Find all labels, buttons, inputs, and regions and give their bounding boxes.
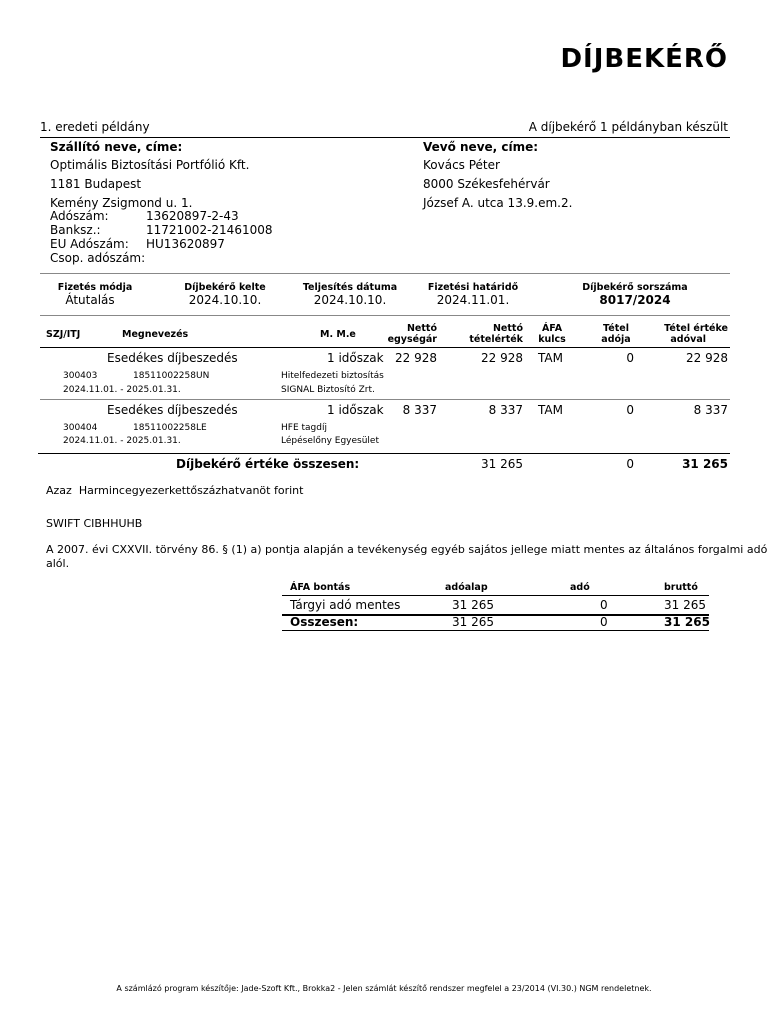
supplier-group-row — [50, 251, 146, 265]
supplier-group-label: Csop. adószám: — [50, 251, 146, 265]
col-vat-2: kulcs — [538, 334, 566, 345]
vat-total-base: 31 265 — [452, 615, 494, 629]
buyer-heading: Vevő neve, címe: — [423, 140, 539, 154]
vat-row-tax: 0 — [600, 598, 608, 612]
item-tax: 0 — [626, 351, 634, 365]
col-gross-2: adóval — [670, 334, 706, 345]
item-qty: 1 időszak — [327, 351, 384, 365]
item-policy: 18511002258LE — [133, 423, 207, 433]
divider — [282, 595, 709, 596]
item-gross: 8 337 — [693, 403, 728, 417]
vat-row-base: 31 265 — [452, 598, 494, 612]
divider — [282, 630, 709, 631]
divider — [40, 347, 730, 348]
divider — [40, 137, 730, 138]
total-tax: 0 — [626, 457, 634, 471]
fulfillment-label: Teljesítés dátuma — [302, 282, 398, 293]
item-net: 8 337 — [488, 403, 523, 417]
item-name: Esedékes díjbeszedés — [107, 351, 238, 365]
supplier-eu: HU13620897 — [146, 237, 225, 251]
supplier-eu-label: EU Adószám: — [50, 237, 129, 251]
copies-note: A díjbekérő 1 példányban készült — [528, 120, 728, 134]
swift-code: SWIFT CIBHHUHB — [46, 517, 143, 530]
item-tax: 0 — [626, 403, 634, 417]
vat-col-base: adóalap — [445, 582, 488, 593]
due-date-label: Fizetési határidő — [427, 282, 519, 293]
item-unit-price: 22 928 — [395, 351, 437, 365]
item-desc-1: HFE tagdíj — [281, 423, 327, 433]
col-net-1: Nettó — [492, 323, 523, 334]
legal-note-line-1: A 2007. évi CXXVII. törvény 86. § (1) a) pontja alapján a tevékenység egyéb sajátos jellege miatt mentes az általános forgalmi adó — [46, 543, 768, 556]
col-tax-1: Tétel — [603, 323, 629, 334]
buyer-name: Kovács Péter — [423, 158, 500, 172]
supplier-tax-label: Adószám: — [50, 209, 109, 223]
item-desc-1: Hitelfedezeti biztosítás — [281, 371, 384, 381]
divider — [40, 273, 730, 274]
col-tax-2: adója — [601, 334, 631, 345]
payment-method-label: Fizetés módja — [57, 282, 133, 293]
invoice-number: 8017/2024 — [599, 293, 671, 307]
total-net: 31 265 — [481, 457, 523, 471]
item-qty: 1 időszak — [327, 403, 384, 417]
vat-row-gross: 31 265 — [664, 598, 706, 612]
divider — [38, 453, 730, 454]
divider — [40, 315, 730, 316]
item-gross: 22 928 — [686, 351, 728, 365]
vat-col-label: ÁFA bontás — [290, 582, 351, 593]
supplier-heading: Szállító neve, címe: — [50, 140, 183, 154]
supplier-bank: 11721002-21461008 — [146, 223, 273, 237]
supplier-tax: 13620897-2-43 — [146, 209, 239, 223]
item-desc-2: SIGNAL Biztosító Zrt. — [281, 385, 375, 395]
fulfillment-date: 2024.10.10. — [313, 293, 387, 307]
supplier-tax-row — [50, 209, 239, 223]
item-name: Esedékes díjbeszedés — [107, 403, 238, 417]
issue-date: 2024.10.10. — [188, 293, 262, 307]
vat-total-label: Összesen: — [290, 615, 359, 629]
vat-total-gross: 31 265 — [664, 615, 710, 629]
copy-label: 1. eredeti példány — [40, 120, 150, 134]
item-vat: TAM — [538, 403, 563, 417]
item-unit-price: 8 337 — [402, 403, 437, 417]
supplier-street: Kemény Zsigmond u. 1. — [50, 196, 193, 210]
in-words-label: Azaz — [46, 484, 72, 497]
col-unit-2: egységár — [387, 334, 437, 345]
buyer-street: József A. utca 13.9.em.2. — [423, 196, 573, 210]
col-szj: SZJ/ITJ — [46, 329, 81, 340]
col-unit-1: Nettó — [406, 323, 437, 334]
col-name: Megnevezés — [122, 329, 189, 340]
total-label: Díjbekérő értéke összesen: — [176, 457, 360, 471]
item-net: 22 928 — [481, 351, 523, 365]
supplier-eu-row — [50, 237, 225, 251]
vat-total-tax: 0 — [600, 615, 608, 629]
vat-col-gross: bruttó — [664, 582, 698, 593]
due-date: 2024.11.01. — [436, 293, 510, 307]
col-net-2: tételérték — [469, 334, 523, 345]
payment-method: Átutalás — [65, 293, 115, 307]
supplier-bank-label: Banksz.: — [50, 223, 101, 237]
vat-col-tax: adó — [570, 582, 590, 593]
number-label: Díjbekérő sorszáma — [582, 282, 688, 293]
item-period: 2024.11.01. - 2025.01.31. — [63, 385, 181, 395]
item-code: 300404 — [63, 423, 98, 433]
in-words: Harmincegyezerkettőszázhatvanöt forint — [78, 484, 304, 497]
vat-row-label: Tárgyi adó mentes — [290, 598, 401, 612]
col-qty: M. M.e — [320, 329, 356, 340]
supplier-city: 1181 Budapest — [50, 177, 142, 191]
document-title: DÍJBEKÉRŐ — [560, 44, 728, 74]
item-period: 2024.11.01. - 2025.01.31. — [63, 436, 181, 446]
item-vat: TAM — [538, 351, 563, 365]
col-gross-1: Tétel értéke — [664, 323, 728, 334]
buyer-city: 8000 Székesfehérvár — [423, 177, 550, 191]
item-desc-2: Lépéselőny Egyesület — [281, 436, 379, 446]
in-words-row — [46, 484, 303, 497]
supplier-bank-row — [50, 223, 273, 237]
issue-date-label: Díjbekérő kelte — [184, 282, 266, 293]
item-policy: 18511002258UN — [133, 371, 210, 381]
total-gross: 31 265 — [682, 457, 728, 471]
supplier-name: Optimális Biztosítási Portfólió Kft. — [50, 158, 250, 172]
item-code: 300403 — [63, 371, 98, 381]
legal-note-line-2: alól. — [46, 557, 70, 570]
footer-note: A számlázó program készítője: Jade-Szoft Kft., Brokka2 - Jelen számlát készítő rendszer megfelel a 23/2014 (VI.30.) NGM rendeletnek. — [116, 984, 652, 993]
divider — [40, 399, 730, 400]
col-vat-1: ÁFA — [541, 323, 563, 334]
